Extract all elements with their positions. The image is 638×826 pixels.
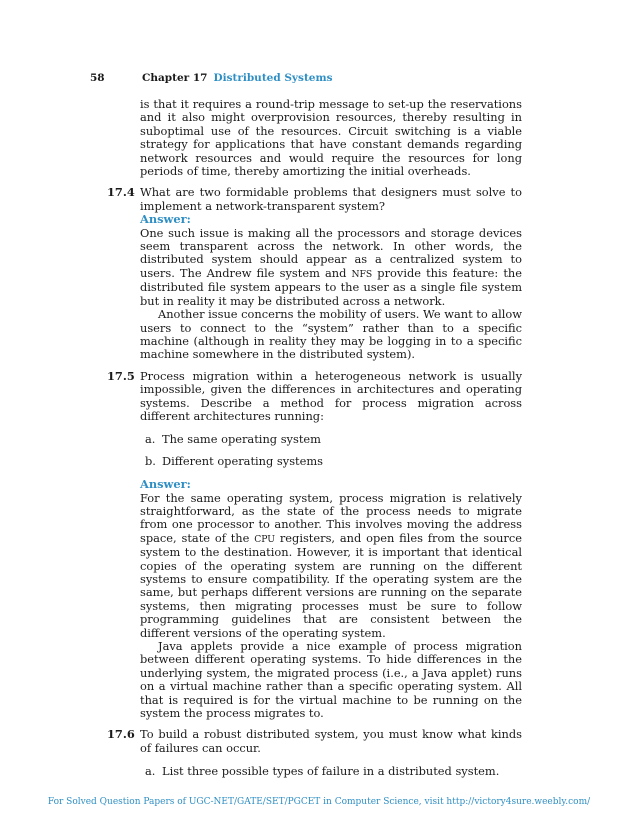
list-item-text: List three possible types of failure in a distributed system.: [162, 764, 500, 779]
answer-label: Answer:: [140, 212, 191, 227]
intro-paragraph: is that it requires a round-trip message to set-up the reservations and it also might overprovision resources, thereby resulting in suboptimal use of the resources. Circuit switching is a viable strategy for applications that have constant demands regarding network resources and would require the resources for long periods of time, thereby amortizing the initial overheads.: [140, 97, 522, 179]
footer-link[interactable]: For Solved Question Papers of UGC-NET/GATE/SET/PGCET in Computer Science, visit http://victory4sure.weebly.com/: [47, 797, 591, 807]
chapter-title: Distributed Systems: [213, 72, 333, 84]
page-content: [107, 97, 523, 789]
question-number: 17.5: [107, 368, 135, 383]
list-item-text: The same operating system: [162, 432, 321, 447]
answer-label: Answer:: [140, 477, 191, 492]
question-17-4: [107, 185, 523, 362]
running-header: [90, 72, 333, 84]
answer-paragraph: Java applets provide a nice example of process migration between different operating systems. To hide differences in the underlying system, the migrated process (i.e., a Java applet) runs on a virtual machine rather than a specific operating system. All that is required is for the virtual machine to be running on the system the process migrates to.: [140, 639, 522, 721]
answer-text: registers, and open files from the source system to the destination. However, it is important that identical copies of the operating system are running on the different systems to ensure compatibility. If the operating system are the same, but perhaps different versions are running on the separate systems, then migrating processes must be sure to follow programming guidelines that are consistent between the different versions of the operating system.: [140, 530, 522, 640]
list-item: [140, 765, 522, 778]
acronym: CPU: [254, 533, 276, 545]
answer-text: For the same operating system, process migration is relatively straightforward, as the state of the process needs to migrate from one processor to another. This involves moving the address space, state of the: [140, 490, 522, 545]
chapter-label: Chapter 17: [142, 72, 208, 84]
sub-question-list: [140, 433, 522, 468]
answer-paragraph: [140, 227, 522, 308]
answer-text: provide this feature: the distributed file system appears to the user as a single file system but in reality it may be distributed across a network.: [140, 265, 523, 308]
question-number: 17.4: [107, 185, 135, 200]
sub-question-list: [140, 765, 522, 778]
question-text: What are two formidable problems that designers must solve to implement a network-transparent system?: [140, 185, 522, 213]
acronym: NFS: [351, 268, 373, 280]
list-item-label: a.: [145, 432, 156, 447]
question-text: Process migration within a heterogeneous network is usually impossible, given the differences in architectures and operating systems. Describe a method for process migration across different architectures running:: [140, 368, 522, 423]
question-number: 17.6: [107, 727, 135, 742]
answer-text: One such issue is making all the processors and storage devices seem transparent across the network. In other words, the distributed system should appear as a centralized system to users. The Andrew file system and: [140, 225, 522, 280]
question-text: To build a robust distributed system, you must know what kinds of failures can occur.: [140, 727, 522, 755]
answer-paragraph: [140, 492, 522, 640]
question-17-5: [107, 368, 522, 721]
list-item-text: Different operating systems: [162, 453, 324, 468]
list-item-label: a.: [145, 764, 156, 779]
question-17-6: [107, 727, 522, 779]
list-item-label: b.: [145, 453, 156, 468]
page-number: 58: [90, 72, 105, 84]
answer-paragraph: Another issue concerns the mobility of users. We want to allow users to connect to the “system” rather than to a specific machine (although in reality they may be logging in to a specific machine somewhere in the distributed system).: [140, 307, 523, 362]
list-item: [140, 455, 522, 468]
list-item: [140, 433, 522, 446]
